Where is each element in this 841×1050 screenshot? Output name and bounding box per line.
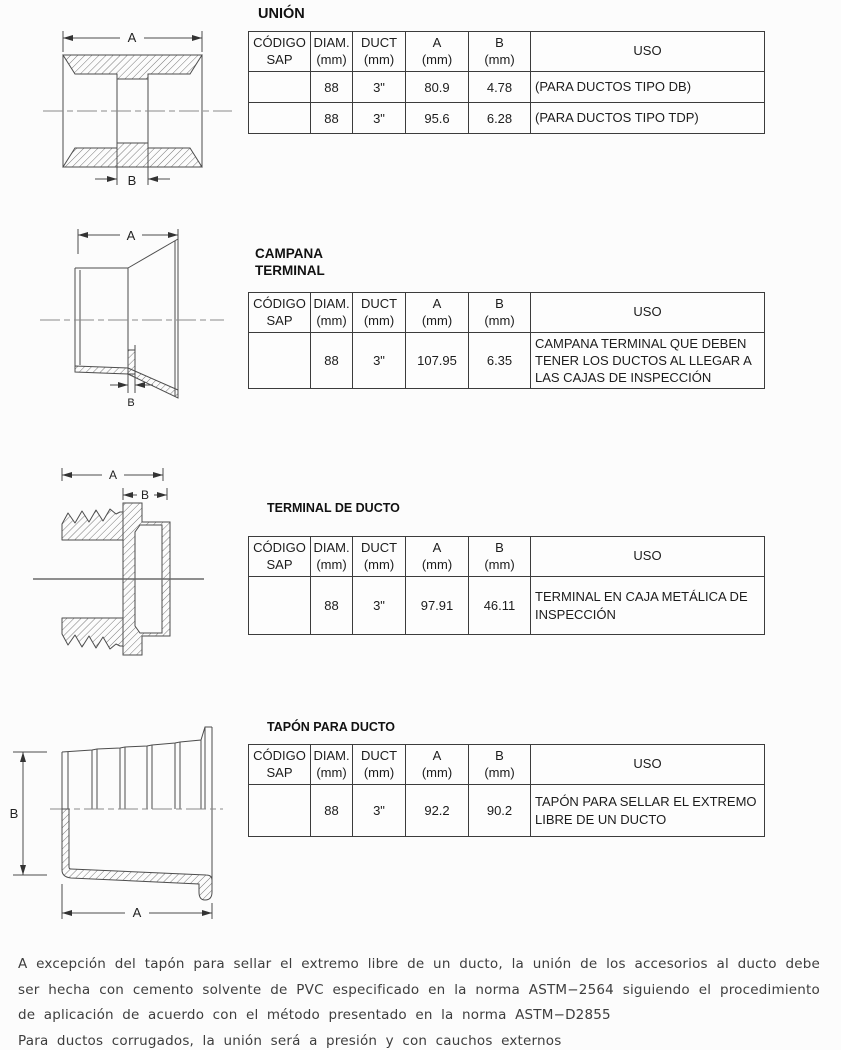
col-header-uso: USO (531, 293, 765, 333)
col-header-a: A (mm) (406, 537, 469, 577)
cell-b: 46.11 (469, 577, 531, 635)
section-title-campana-line1: CAMPANA (255, 246, 323, 261)
cell-duct: 3" (353, 577, 406, 635)
col-header-uso: USO (531, 32, 765, 72)
dim-b-label: B (140, 488, 150, 502)
cell-b: 90.2 (469, 785, 531, 837)
cell-diam: 88 (311, 577, 353, 635)
col-header-codigo-sap: CÓDIGO SAP (249, 745, 311, 785)
footer-notes (18, 952, 820, 1050)
cell-a: 107.95 (406, 333, 469, 389)
table-row (249, 785, 765, 837)
col-header-codigo-sap: CÓDIGO SAP (249, 537, 311, 577)
col-header-codigo-sap: CÓDIGO SAP (249, 32, 311, 72)
dim-a-label: A (132, 905, 142, 920)
col-header-b: B (mm) (469, 32, 531, 72)
cell-b: 4.78 (469, 72, 531, 103)
col-header-b: B (mm) (469, 745, 531, 785)
cell-diam: 88 (311, 103, 353, 134)
dim-b-label: B (9, 806, 19, 821)
cell-codigo (249, 577, 311, 635)
cell-duct: 3" (353, 72, 406, 103)
col-header-duct: DUCT (mm) (353, 32, 406, 72)
cell-b: 6.35 (469, 333, 531, 389)
col-header-codigo-sap: CÓDIGO SAP (249, 293, 311, 333)
cell-diam: 88 (311, 785, 353, 837)
col-header-diam: DIAM. (mm) (311, 537, 353, 577)
cell-codigo (249, 333, 311, 389)
cell-uso: (PARA DUCTOS TIPO DB) (531, 72, 765, 103)
table-row (249, 103, 765, 134)
cell-uso: TAPÓN PARA SELLAR EL EXTREMO LIBRE DE UN DUCTO (531, 785, 765, 837)
col-header-diam: DIAM. (mm) (311, 32, 353, 72)
col-header-a: A (mm) (406, 293, 469, 333)
tapon-ducto-table (248, 744, 765, 837)
cell-b: 6.28 (469, 103, 531, 134)
col-header-a: A (mm) (406, 32, 469, 72)
section-title-union (258, 6, 305, 22)
cell-codigo (249, 785, 311, 837)
cell-uso: CAMPANA TERMINAL QUE DEBEN TENER LOS DUCTOS AL LLEGAR A LAS CAJAS DE INSPECCIÓN (531, 333, 765, 389)
union-drawing (40, 22, 235, 194)
terminal-ducto-table (248, 536, 765, 635)
col-header-uso: USO (531, 537, 765, 577)
cell-duct: 3" (353, 785, 406, 837)
cell-codigo (249, 72, 311, 103)
cell-a: 95.6 (406, 103, 469, 134)
cell-uso: (PARA DUCTOS TIPO TDP) (531, 103, 765, 134)
footer-note-line2: Para ductos corrugados, la unión será a presión y con cauchos externos (18, 1032, 562, 1049)
campana-terminal-drawing (38, 222, 228, 422)
section-title-union-line: UNIÓN (258, 6, 305, 22)
dim-b-label: B (127, 173, 137, 188)
table-row (249, 72, 765, 103)
dim-b-label: B (127, 397, 135, 409)
union-table (248, 31, 765, 134)
col-header-diam: DIAM. (mm) (311, 745, 353, 785)
col-header-b: B (mm) (469, 293, 531, 333)
col-header-b: B (mm) (469, 537, 531, 577)
cell-codigo (249, 103, 311, 134)
terminal-ducto-drawing (32, 462, 217, 667)
table-row (249, 577, 765, 635)
section-title-terminal-line: TERMINAL DE DUCTO (267, 501, 400, 515)
campana-terminal-table (248, 292, 765, 389)
col-header-duct: DUCT (mm) (353, 537, 406, 577)
table-row (249, 333, 765, 389)
section-title-tapon-line: TAPÓN PARA DUCTO (267, 720, 396, 734)
section-title-terminal-ducto (267, 501, 400, 515)
footer-note-paragraph: A excepción del tapón para sellar el extremo libre de un ducto, la unión de los accesorios al ducto debe ser hecha con cemento solvente de PVC especificado en la norma ASTM−2564 siguiendo el procedimiento de aplicación de acuerdo con el método presentado en la norma ASTM−D2855 (18, 956, 820, 1023)
section-title-campana-line2: TERMINAL (255, 263, 325, 278)
col-header-duct: DUCT (mm) (353, 745, 406, 785)
cell-duct: 3" (353, 333, 406, 389)
cell-a: 80.9 (406, 72, 469, 103)
cell-a: 92.2 (406, 785, 469, 837)
dim-a-label: A (127, 30, 137, 45)
cell-duct: 3" (353, 103, 406, 134)
dim-a-label: A (108, 468, 118, 482)
col-header-uso: USO (531, 745, 765, 785)
dim-a-label: A (126, 228, 136, 243)
col-header-a: A (mm) (406, 745, 469, 785)
tapon-ducto-drawing (5, 722, 240, 927)
section-title-campana-terminal (255, 245, 325, 279)
cell-a: 97.91 (406, 577, 469, 635)
cell-diam: 88 (311, 333, 353, 389)
col-header-diam: DIAM. (mm) (311, 293, 353, 333)
col-header-duct: DUCT (mm) (353, 293, 406, 333)
cell-diam: 88 (311, 72, 353, 103)
section-title-tapon-ducto (267, 720, 395, 734)
cell-uso: TERMINAL EN CAJA METÁLICA DE INSPECCIÓN (531, 577, 765, 635)
